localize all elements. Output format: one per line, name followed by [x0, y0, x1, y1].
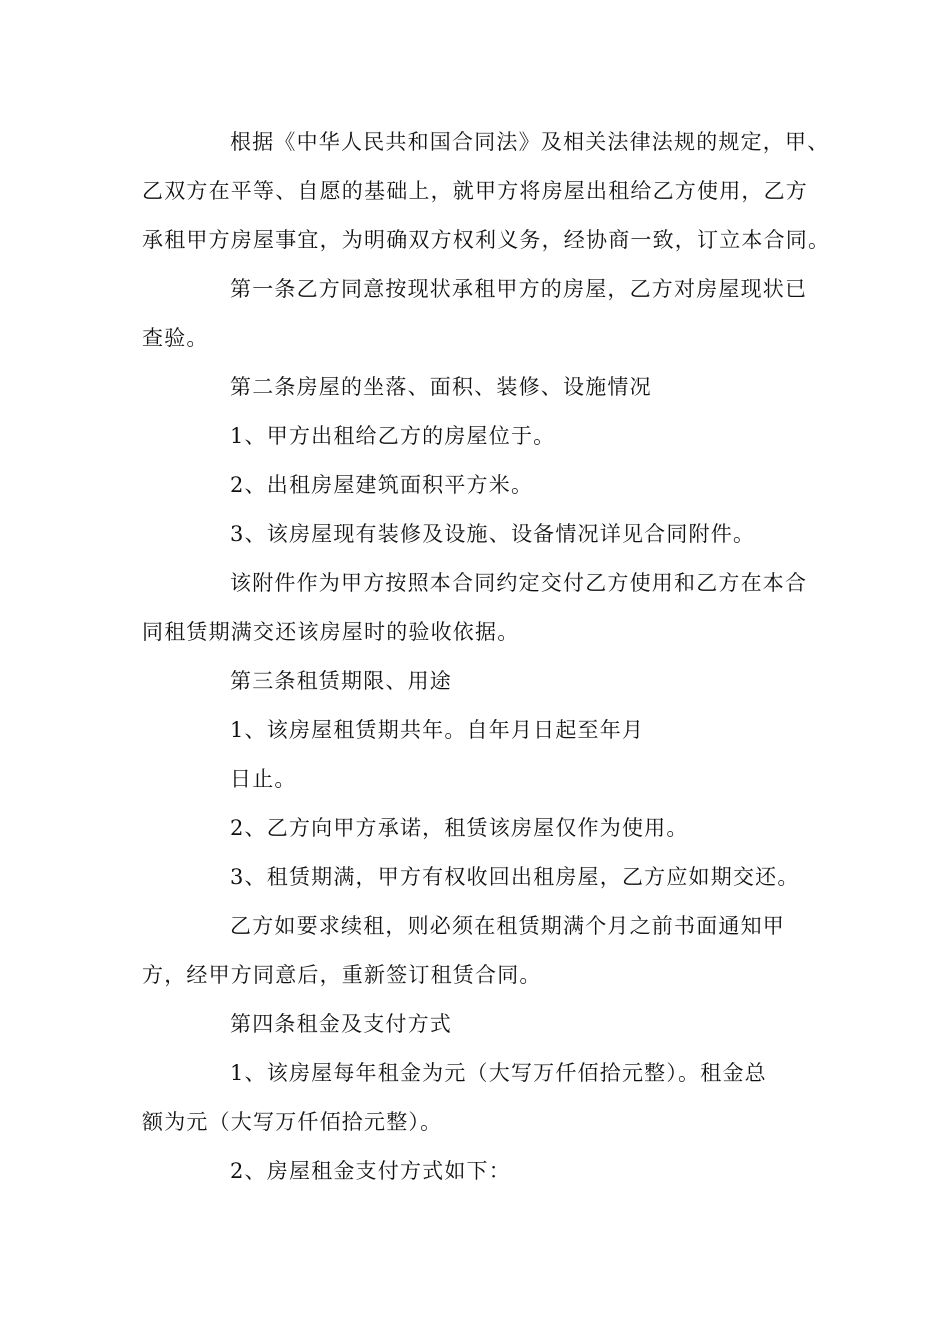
article-2-item-1: 1、甲方出租给乙方的房屋位于。 — [230, 424, 556, 448]
paragraph-line: 根据《中华人民共和国合同法》及相关法律法规的规定，甲、 — [230, 130, 830, 154]
paragraph-line: 乙双方在平等、自愿的基础上，就甲方将房屋出租给乙方使用，乙方 — [142, 179, 808, 203]
article-1-line: 第一条乙方同意按现状承租甲方的房屋，乙方对房屋现状已 — [230, 277, 808, 301]
renewal-note-line: 乙方如要求续租，则必须在租赁期满个月之前书面通知甲 — [230, 914, 785, 938]
article-3-item-2: 2、乙方向甲方承诺，租赁该房屋仅作为使用。 — [230, 816, 689, 840]
article-2-item-3: 3、该房屋现有装修及设施、设备情况详见合同附件。 — [230, 522, 756, 546]
article-1-line: 查验。 — [142, 326, 209, 350]
article-3-item-3: 3、租赁期满，甲方有权收回出租房屋，乙方应如期交还。 — [230, 865, 800, 889]
article-2-heading: 第二条房屋的坐落、面积、装修、设施情况 — [230, 375, 652, 399]
article-3-heading: 第三条租赁期限、用途 — [230, 669, 452, 693]
article-3-item-1: 1、该房屋租赁期共年。自年月日起至年月 — [230, 718, 645, 742]
article-4-heading: 第四条租金及支付方式 — [230, 1012, 452, 1036]
renewal-note-line: 方，经甲方同意后，重新签订租赁合同。 — [142, 963, 542, 987]
appendix-note-line: 同租赁期满交还该房屋时的验收依据。 — [142, 620, 520, 644]
paragraph-line: 承租甲方房屋事宜，为明确双方权利义务，经协商一致，订立本合同。 — [142, 228, 831, 252]
appendix-note-line: 该附件作为甲方按照本合同约定交付乙方使用和乙方在本合 — [230, 571, 808, 595]
document-body — [142, 118, 831, 1196]
article-4-item-2: 2、房屋租金支付方式如下： — [230, 1159, 511, 1183]
article-4-item-1: 1、该房屋每年租金为元（大写万仟佰拾元整）。租金总 — [230, 1061, 767, 1085]
article-3-item-1-cont: 日止。 — [230, 767, 297, 791]
article-2-item-2: 2、出租房屋建筑面积平方米。 — [230, 473, 534, 497]
article-4-item-1-cont: 额为元（大写万仟佰拾元整）。 — [142, 1110, 443, 1134]
